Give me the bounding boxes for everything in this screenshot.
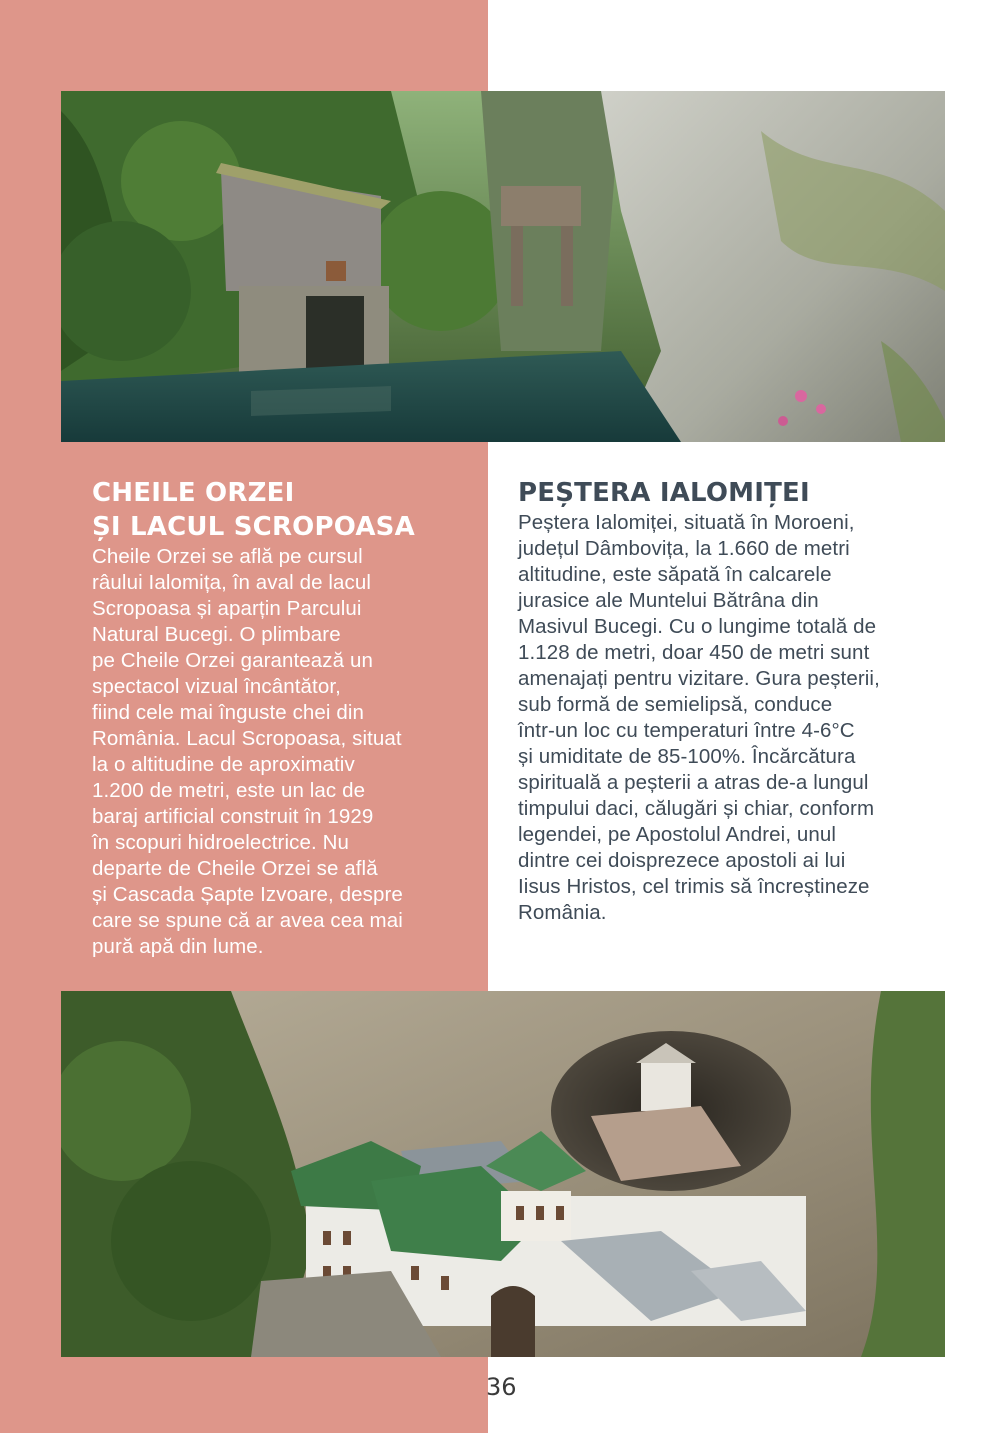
cheile-orzei-heading-line1: CHEILE ORZEI: [92, 478, 295, 508]
page-number: 36: [486, 1373, 517, 1401]
gorge-lake-photo: [61, 91, 945, 442]
pestera-ialomitei-heading: PEȘTERA IALOMIȚEI: [518, 478, 810, 508]
cheile-orzei-heading-line2: ȘI LACUL SCROPOASA: [92, 512, 415, 542]
monastery-cave-photo: [61, 991, 945, 1357]
cheile-orzei-section: [92, 476, 472, 960]
pestera-ialomitei-body: Peștera Ialomiței, situată în Moroeni, județul Dâmbovița, la 1.660 de metri altitudine, este săpată în calcarele jurasice ale Muntelui Bătrâna din Masivul Bucegi. Cu o lungime totală de 1.128 de metri, doar 450 de metri sunt amenajați pentru vizitare. Gura peșterii, sub formă de semielipsă, conduce într-un loc cu temperaturi între 4-6°C și umiditate de 85-100%. Încărcătura spirituală a peșterii a atras de-a lungul timpului daci, călugări și chiar, conform legendei, pe Apostolul Andrei, unul dintre cei doisprezece apostoli ai lui Iisus Hristos, cel trimis să încreștineze România.: [518, 511, 880, 924]
pestera-ialomitei-section: [518, 476, 958, 926]
cheile-orzei-heading: [92, 476, 472, 544]
cheile-orzei-body: Cheile Orzei se află pe cursul râului Ialomița, în aval de lacul Scropoasa și aparțin Parcului Natural Bucegi. O plimbare pe Cheile Orzei garantează un spectacol vizual încântător, fiind cele mai înguste chei din România. Lacul Scropoasa, situat la o altitudine de aproximativ 1.200 de metri, este un lac de baraj artificial construit în 1929 în scopuri hidroelectrice. Nu departe de Cheile Orzei se află și Cascada Șapte Izvoare, despre care se spune că ar avea cea mai pură apă din lume.: [92, 545, 403, 958]
